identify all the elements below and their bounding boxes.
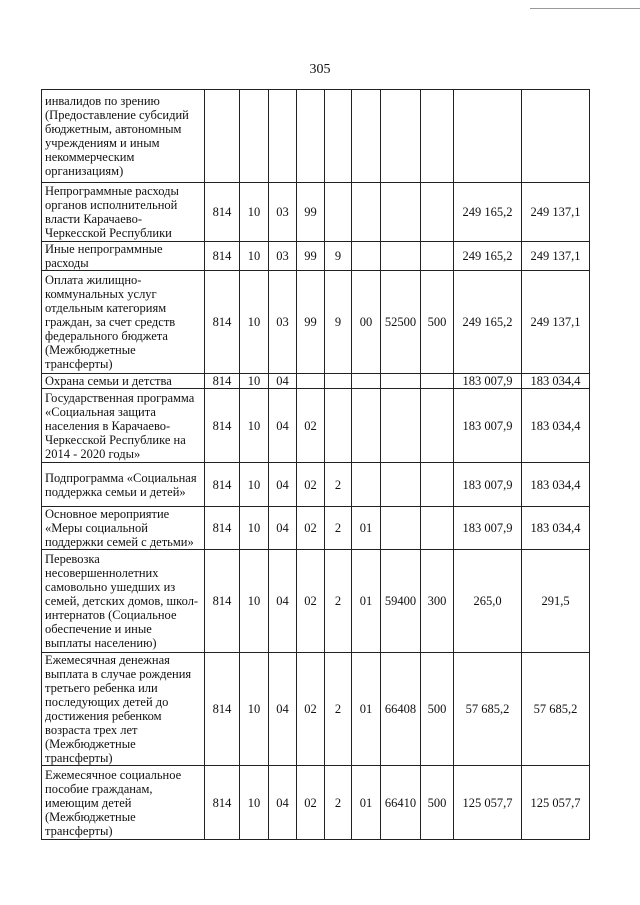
row-name: инвалидов по зрению (Предоставление субсидий бюджетным, автономным учреждениям и иным некоммерческим организациям): [42, 90, 205, 183]
section-code: 10: [240, 271, 269, 374]
amount-year-2: 183 034,4: [522, 389, 590, 463]
amount-year-2: 57 685,2: [522, 653, 590, 766]
amount-year-2: 183 034,4: [522, 463, 590, 507]
subsection-code: 04: [269, 766, 297, 840]
direction-code: 66410: [381, 766, 421, 840]
subprogram-code: 2: [325, 507, 352, 550]
program-code: 99: [297, 271, 325, 374]
program-code: [297, 374, 325, 389]
direction-code: [381, 374, 421, 389]
expense-type-code: 500: [421, 766, 454, 840]
ministry-code: 814: [205, 550, 240, 653]
budget-table: [41, 89, 590, 840]
expense-type-code: [421, 389, 454, 463]
section-code: [240, 90, 269, 183]
amount-year-2: 291,5: [522, 550, 590, 653]
subprogram-code: 2: [325, 550, 352, 653]
expense-type-code: [421, 463, 454, 507]
expense-type-code: [421, 242, 454, 271]
section-code: 10: [240, 242, 269, 271]
amount-year-1: 249 165,2: [454, 242, 522, 271]
ministry-code: [205, 90, 240, 183]
table-row: [42, 550, 590, 653]
expense-type-code: [421, 374, 454, 389]
program-code: [297, 90, 325, 183]
program-code: 99: [297, 183, 325, 242]
subprogram-code: 2: [325, 653, 352, 766]
expense-type-code: 300: [421, 550, 454, 653]
ministry-code: 814: [205, 653, 240, 766]
table-row: [42, 766, 590, 840]
amount-year-1: 125 057,7: [454, 766, 522, 840]
event-code: 01: [352, 653, 381, 766]
ministry-code: 814: [205, 183, 240, 242]
table-row: [42, 463, 590, 507]
program-code: 99: [297, 242, 325, 271]
ministry-code: 814: [205, 463, 240, 507]
ministry-code: 814: [205, 389, 240, 463]
event-code: 01: [352, 766, 381, 840]
row-name: Непрограммные расходы органов исполнительной власти Карачаево-Черкесской Республики: [42, 183, 205, 242]
amount-year-1: 183 007,9: [454, 463, 522, 507]
subprogram-code: 9: [325, 271, 352, 374]
expense-type-code: 500: [421, 653, 454, 766]
direction-code: 66408: [381, 653, 421, 766]
subsection-code: 04: [269, 463, 297, 507]
subsection-code: 04: [269, 653, 297, 766]
amount-year-1: 249 165,2: [454, 271, 522, 374]
amount-year-2: 183 034,4: [522, 374, 590, 389]
amount-year-2: 249 137,1: [522, 271, 590, 374]
ministry-code: 814: [205, 242, 240, 271]
table-row: [42, 653, 590, 766]
table-row: [42, 389, 590, 463]
amount-year-1: [454, 90, 522, 183]
direction-code: [381, 389, 421, 463]
event-code: [352, 374, 381, 389]
amount-year-1: 183 007,9: [454, 374, 522, 389]
program-code: 02: [297, 507, 325, 550]
scan-artifact-line: [530, 8, 640, 9]
subsection-code: 04: [269, 374, 297, 389]
row-name: Охрана семьи и детства: [42, 374, 205, 389]
amount-year-1: 183 007,9: [454, 389, 522, 463]
amount-year-1: 265,0: [454, 550, 522, 653]
row-name: Государственная программа «Социальная защита населения в Карачаево-Черкесской Республике на 2014 - 2020 годы»: [42, 389, 205, 463]
program-code: 02: [297, 766, 325, 840]
section-code: 10: [240, 183, 269, 242]
subsection-code: 03: [269, 183, 297, 242]
subprogram-code: [325, 183, 352, 242]
amount-year-2: 183 034,4: [522, 507, 590, 550]
table-row: [42, 507, 590, 550]
amount-year-2: 249 137,1: [522, 242, 590, 271]
direction-code: [381, 463, 421, 507]
ministry-code: 814: [205, 507, 240, 550]
table-row: [42, 90, 590, 183]
ministry-code: 814: [205, 374, 240, 389]
section-code: 10: [240, 653, 269, 766]
row-name: Перевозка несовершеннолетних самовольно ушедших из семей, детских домов, школ-интернатов (Социальное обеспечение и иные выплаты населению): [42, 550, 205, 653]
event-code: [352, 463, 381, 507]
event-code: [352, 242, 381, 271]
expense-type-code: [421, 183, 454, 242]
amount-year-2: 125 057,7: [522, 766, 590, 840]
event-code: [352, 183, 381, 242]
section-code: 10: [240, 463, 269, 507]
subsection-code: 04: [269, 507, 297, 550]
row-name: Оплата жилищно-коммунальных услуг отдельным категориям граждан, за счет средств федерального бюджета (Межбюджетные трансферты): [42, 271, 205, 374]
row-name: Подпрограмма «Социальная поддержка семьи и детей»: [42, 463, 205, 507]
ministry-code: 814: [205, 766, 240, 840]
subsection-code: 03: [269, 242, 297, 271]
subprogram-code: 2: [325, 766, 352, 840]
table-row: [42, 183, 590, 242]
section-code: 10: [240, 374, 269, 389]
section-code: 10: [240, 507, 269, 550]
row-name: Ежемесячное социальное пособие гражданам, имеющим детей (Межбюджетные трансферты): [42, 766, 205, 840]
subprogram-code: [325, 90, 352, 183]
subprogram-code: [325, 389, 352, 463]
expense-type-code: [421, 507, 454, 550]
direction-code: [381, 507, 421, 550]
event-code: 00: [352, 271, 381, 374]
subsection-code: 04: [269, 550, 297, 653]
table-row: [42, 242, 590, 271]
event-code: [352, 90, 381, 183]
page-number: 305: [309, 62, 331, 77]
ministry-code: 814: [205, 271, 240, 374]
direction-code: [381, 183, 421, 242]
section-code: 10: [240, 389, 269, 463]
subsection-code: [269, 90, 297, 183]
program-code: 02: [297, 653, 325, 766]
subprogram-code: 9: [325, 242, 352, 271]
expense-type-code: [421, 90, 454, 183]
table-row: [42, 271, 590, 374]
row-name: Основное мероприятие «Меры социальной поддержки семей с детьми»: [42, 507, 205, 550]
expense-type-code: 500: [421, 271, 454, 374]
amount-year-1: 249 165,2: [454, 183, 522, 242]
row-name: Ежемесячная денежная выплата в случае рождения третьего ребенка или последующих детей до достижения ребенком возраста трех лет (Межбюджетные трансферты): [42, 653, 205, 766]
table-row: [42, 374, 590, 389]
direction-code: [381, 90, 421, 183]
subsection-code: 04: [269, 389, 297, 463]
amount-year-2: [522, 90, 590, 183]
program-code: 02: [297, 550, 325, 653]
section-code: 10: [240, 766, 269, 840]
subsection-code: 03: [269, 271, 297, 374]
program-code: 02: [297, 389, 325, 463]
amount-year-2: 249 137,1: [522, 183, 590, 242]
event-code: [352, 389, 381, 463]
subprogram-code: [325, 374, 352, 389]
section-code: 10: [240, 550, 269, 653]
direction-code: 52500: [381, 271, 421, 374]
program-code: 02: [297, 463, 325, 507]
row-name: Иные непрограммные расходы: [42, 242, 205, 271]
direction-code: [381, 242, 421, 271]
subprogram-code: 2: [325, 463, 352, 507]
amount-year-1: 57 685,2: [454, 653, 522, 766]
direction-code: 59400: [381, 550, 421, 653]
event-code: 01: [352, 507, 381, 550]
amount-year-1: 183 007,9: [454, 507, 522, 550]
event-code: 01: [352, 550, 381, 653]
